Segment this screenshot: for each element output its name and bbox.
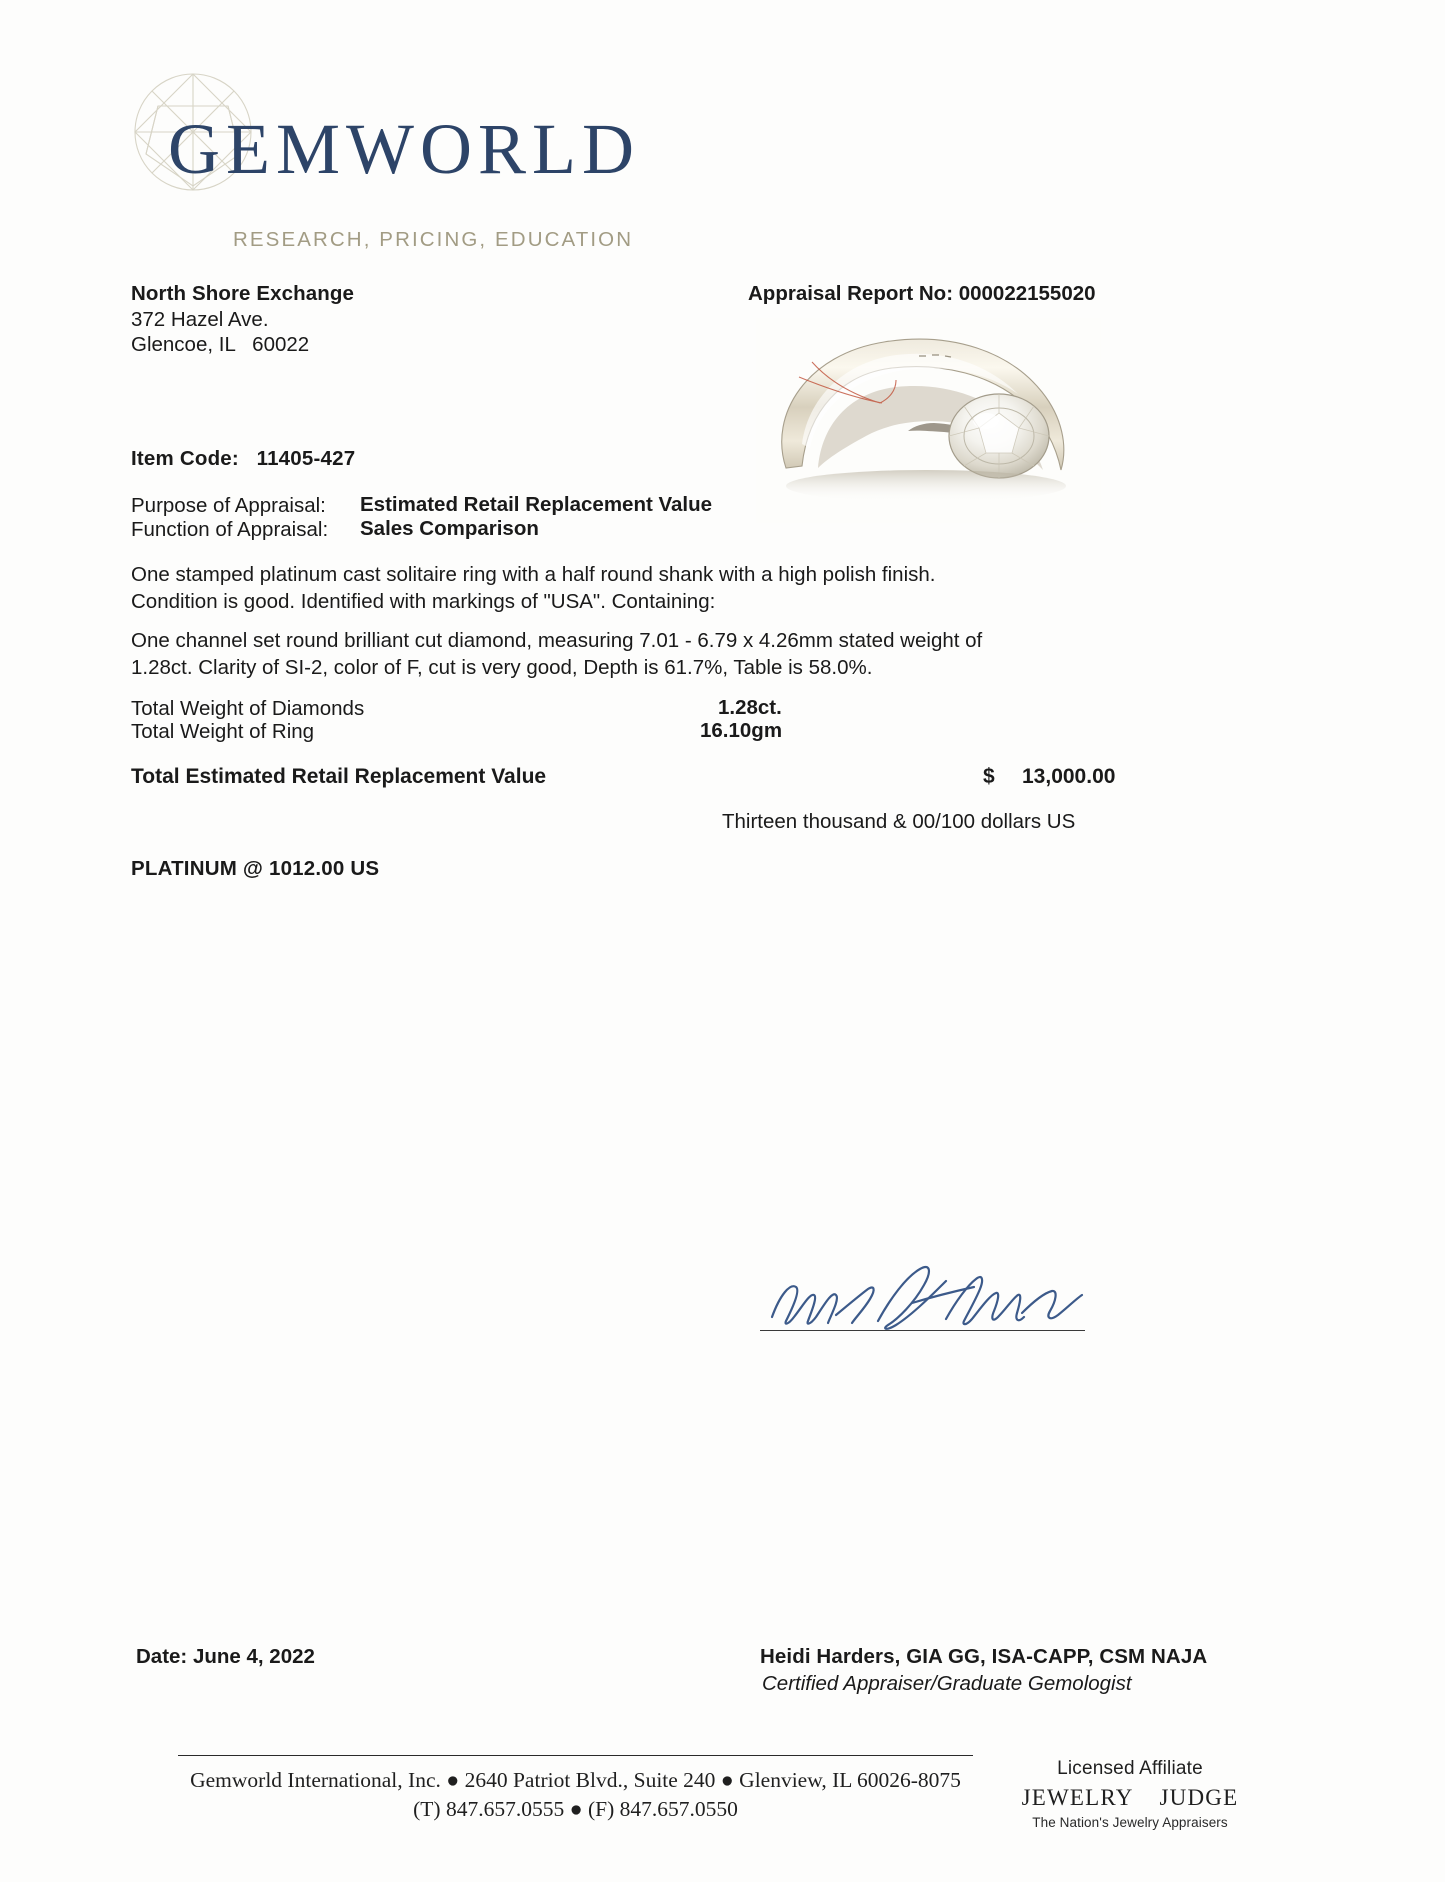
footer-phone-line: (T) 847.657.0555 ● (F) 847.657.0550: [413, 1797, 738, 1821]
client-address-line2: Glencoe, IL 60022: [131, 333, 310, 356]
total-weight-diamonds-value: 1.28ct.: [718, 696, 782, 719]
footer-divider: [178, 1755, 973, 1756]
purpose-of-appraisal-value: Estimated Retail Replacement Value: [360, 493, 713, 516]
total-weight-ring-label: Total Weight of Ring: [131, 720, 315, 743]
total-weight-diamonds-label: Total Weight of Diamonds: [131, 697, 365, 720]
client-address-line1: 372 Hazel Ave.: [131, 308, 269, 331]
jewelry-judge-word-1: JEWELRY: [1021, 1785, 1134, 1810]
footer-address-line: Gemworld International, Inc. ● 2640 Patriot Blvd., Suite 240 ● Glenview, IL 60026-8075: [190, 1768, 961, 1792]
purpose-of-appraisal-label: Purpose of Appraisal:: [131, 494, 326, 517]
metal-market-price: PLATINUM @ 1012.00 US: [131, 857, 380, 880]
footer-company-info: [178, 1766, 973, 1824]
appraiser-signature: [760, 1255, 1090, 1340]
currency-symbol: $: [983, 765, 995, 788]
licensed-affiliate-label: Licensed Affiliate: [1057, 1758, 1203, 1779]
total-value-label: Total Estimated Retail Replacement Value: [131, 765, 547, 788]
total-weight-ring-value: 16.10gm: [700, 719, 783, 742]
appraisal-date: Date: June 4, 2022: [136, 1645, 315, 1668]
signature-rule: [760, 1330, 1085, 1331]
appraisal-report-number: Appraisal Report No: 000022155020: [748, 282, 1096, 305]
brand-wordmark: GEMWORLD: [168, 109, 640, 189]
jewelry-judge-logo: [985, 1785, 1275, 1811]
brand-tagline: RESEARCH, PRICING, EDUCATION: [233, 228, 634, 251]
appraiser-title: Certified Appraiser/Graduate Gemologist: [762, 1672, 1132, 1695]
total-value-amount: 13,000.00: [1022, 765, 1116, 788]
brand-header: [128, 58, 748, 251]
function-of-appraisal-label: Function of Appraisal:: [131, 518, 329, 541]
item-code: Item Code: 11405-427: [131, 447, 356, 470]
client-name: North Shore Exchange: [131, 282, 354, 305]
ring-photograph: [756, 318, 1101, 523]
total-value-in-words: Thirteen thousand & 00/100 dollars US: [722, 810, 1076, 833]
ring-description-paragraph: One stamped platinum cast solitaire ring with a half round shank with a high polish finish. Condition is good. Identified with markings of "USA". Containing:: [131, 563, 936, 613]
function-of-appraisal-value: Sales Comparison: [360, 517, 539, 540]
licensed-affiliate-block: [985, 1758, 1275, 1830]
appraiser-name: Heidi Harders, GIA GG, ISA-CAPP, CSM NAJA: [760, 1645, 1208, 1668]
jewelry-judge-word-2: JUDGE: [1159, 1785, 1239, 1810]
jewelry-judge-tagline: The Nation's Jewelry Appraisers: [1032, 1815, 1228, 1830]
diamond-description-paragraph: One channel set round brilliant cut diamond, measuring 7.01 - 6.79 x 4.26mm stated weight of 1.28ct. Clarity of SI-2, color of F, cut is very good, Depth is 61.7%, Table is 58.0%.: [131, 629, 983, 679]
